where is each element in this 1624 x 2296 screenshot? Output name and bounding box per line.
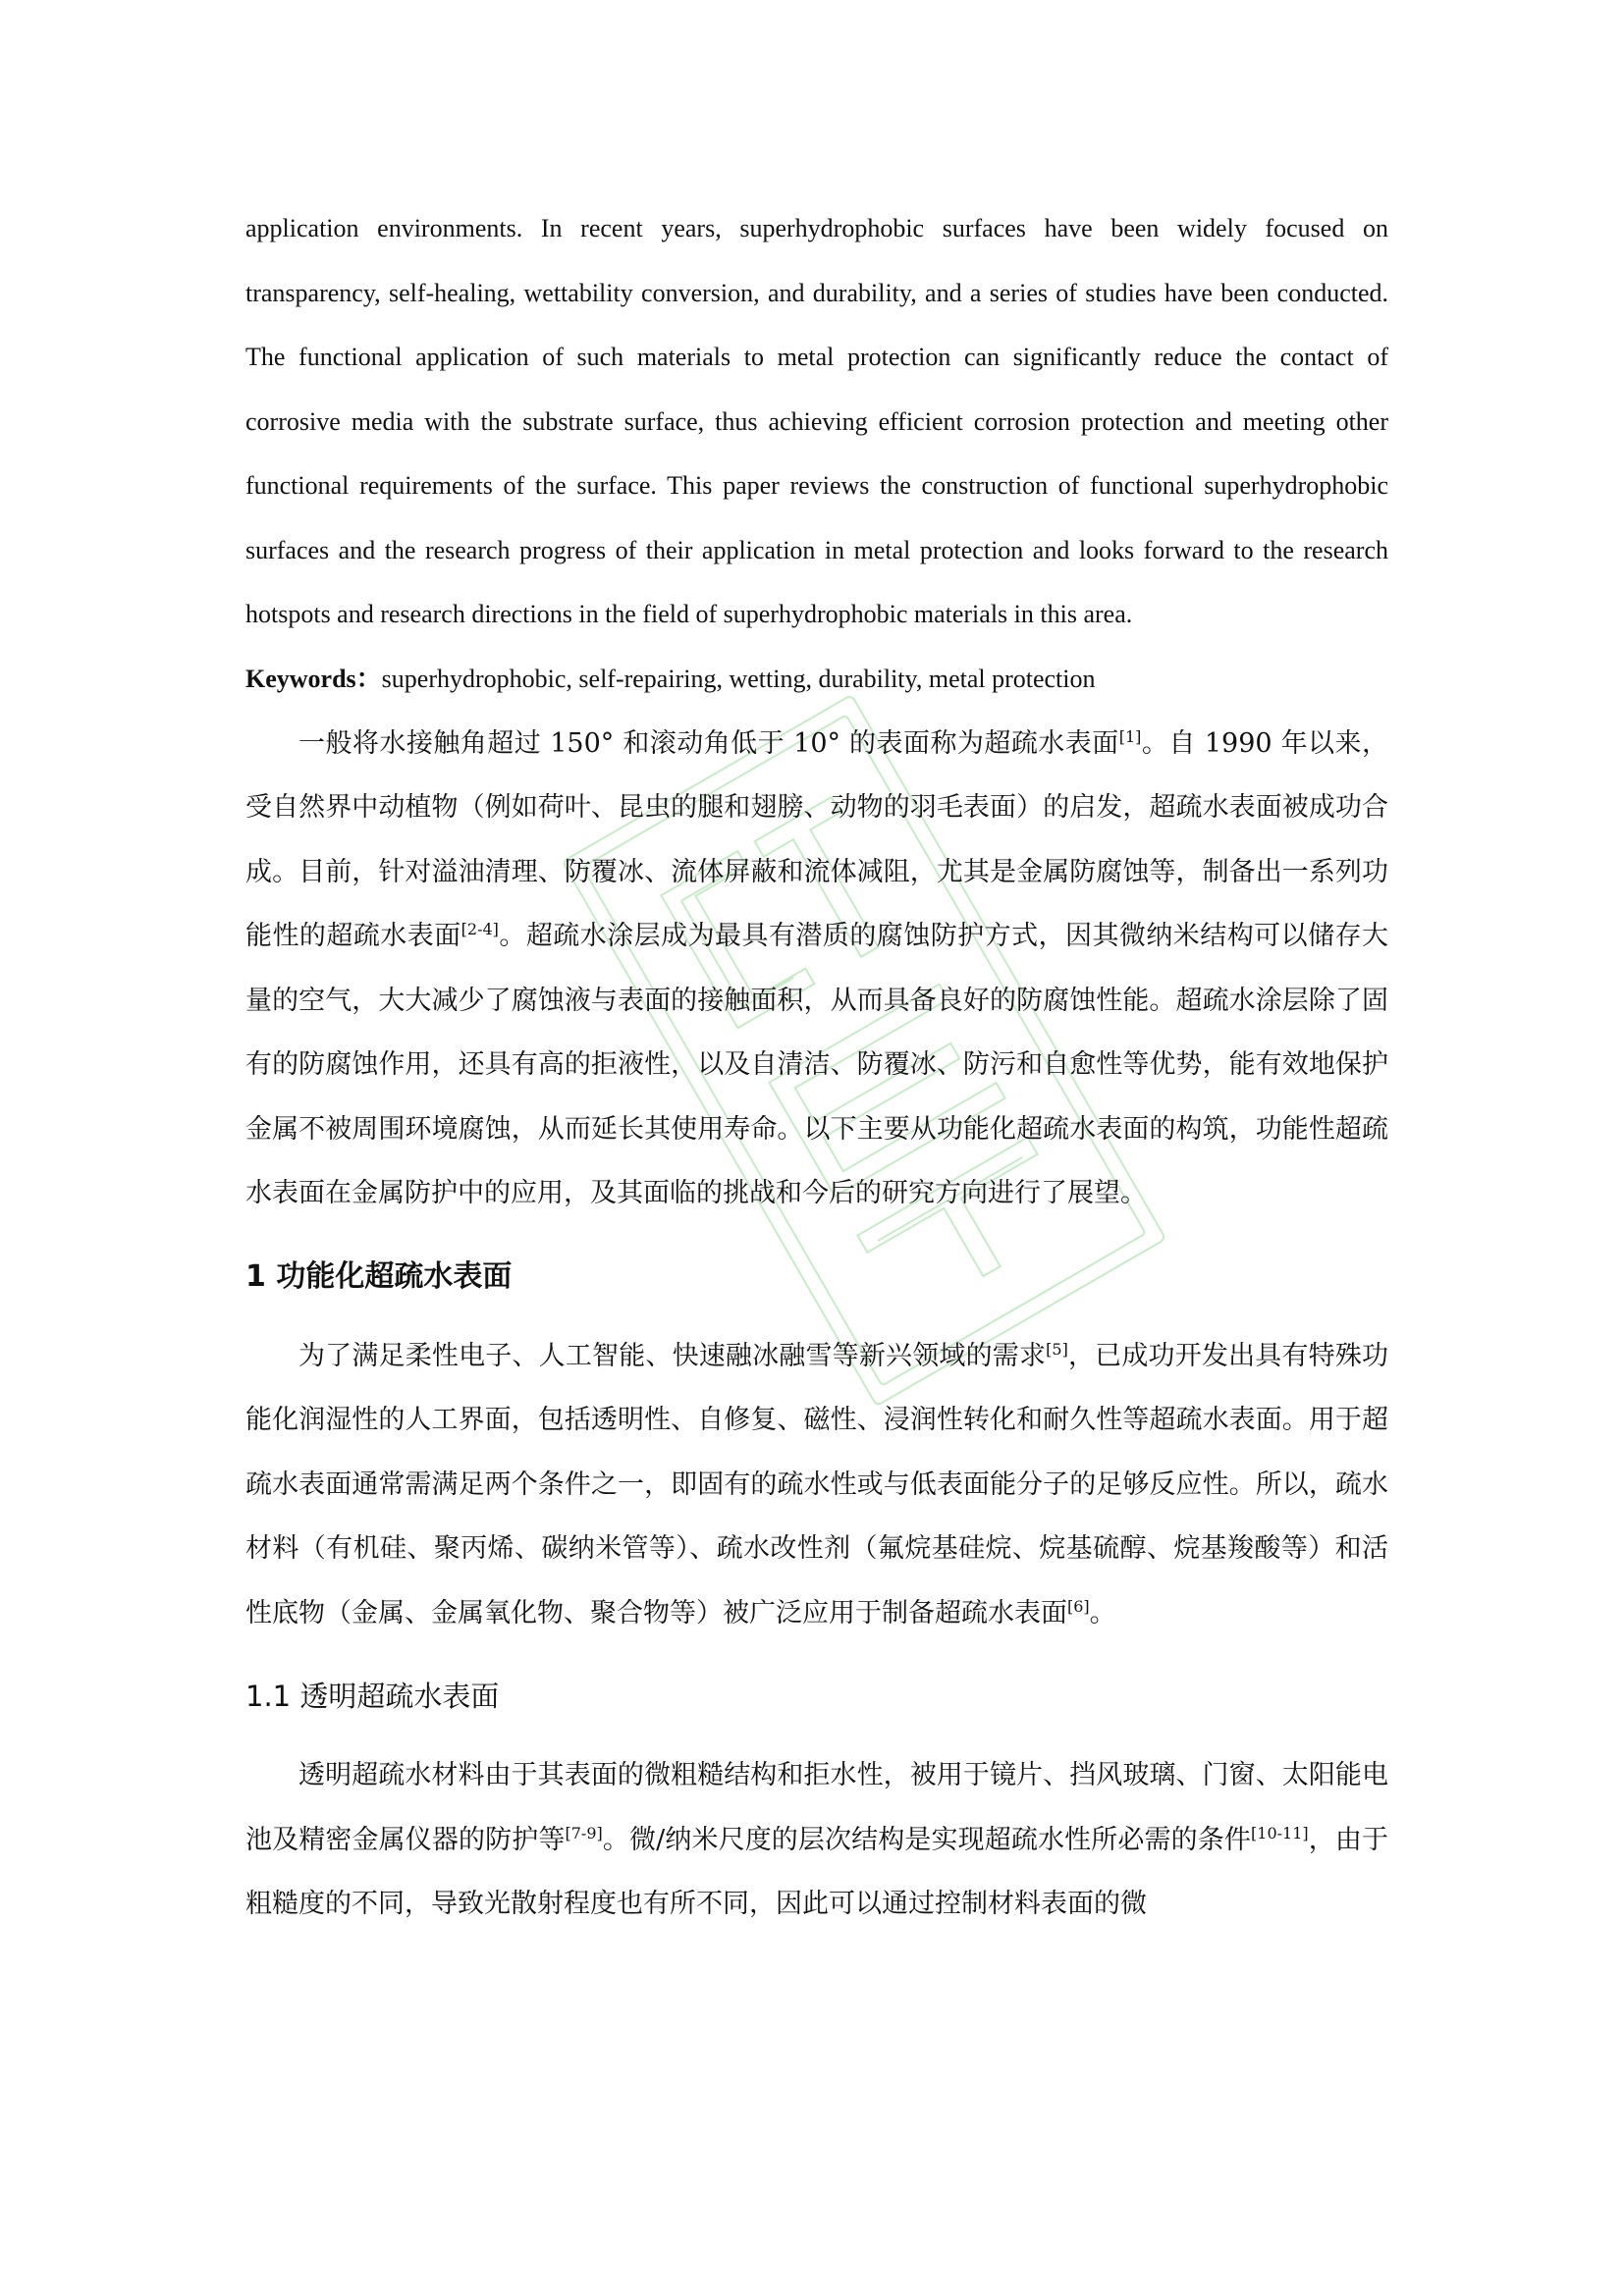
page-body bbox=[245, 196, 1388, 1937]
abstract-continuation: application environments. In recent years, superhydrophobic surfaces have been widely focused on transparency, self-healing, wettability conversion, and durability, and a series of studies have been conducted. The functional application of such materials to metal protection can significantly reduce the contact of corrosive media with the substrate surface, thus achieving efficient corrosion protection and meeting other functional requirements of the surface. This paper reviews the construction of functional superhydrophobic surfaces and the research progress of their application in metal protection and looks forward to the research hotspots and research directions in the field of superhydrophobic materials in this area. bbox=[245, 214, 1388, 628]
citation-5[interactable]: [5] bbox=[1046, 1339, 1068, 1359]
section-1-text-b: ，已成功开发出具有特殊功能化润湿性的人工界面，包括透明性、自修复、磁性、浸润性转化和耐久性等超疏水表面。用于超疏水表面通常需满足两个条件之一，即固有的疏水性或与低表面能分子的足够反应性。所以，疏水材料（有机硅、聚丙烯、碳纳米管等）、疏水改性剂（氟烷基硅烷、烷基硫醇、烷基羧酸等）和活性底物（金属、金属氧化物、聚合物等）被广泛应用于制备超疏水表面 bbox=[245, 1340, 1389, 1629]
section-1-1-text-b: 。微/纳米尺度的层次结构是实现超疏水性所必需的条件 bbox=[602, 1824, 1252, 1855]
keywords-text: superhydrophobic, self-repairing, wetting, durability, metal protection bbox=[381, 664, 1096, 693]
intro-text-b: 。自 1990 年以来，受自然界中动植物（例如荷叶、昆虫的腿和翅膀、动物的羽毛表面）的启发，超疏水表面被成功合成。目前，针对溢油清理、防覆冰、流体屏蔽和流体减阻，尤其是金属防腐蚀等，制备出一系列功能性的超疏水表面 bbox=[245, 727, 1388, 951]
section-1-text-c: 。 bbox=[1089, 1597, 1116, 1629]
intro-text-c: 。超疏水涂层成为最具有潜质的腐蚀防护方式，因其微纳米结构可以储存大量的空气，大大减少了腐蚀液与表面的接触面积，从而具备良好的防腐蚀性能。超疏水涂层除了固有的防腐蚀作用，还具有高的拒液性，以及自清洁、防覆冰、防污和自愈性等优势，能有效地保护金属不被周围环境腐蚀，从而延长其使用寿命。以下主要从功能化超疏水表面的构筑，功能性超疏水表面在金属防护中的应用，及其面临的挑战和今后的研究方向进行了展望。 bbox=[245, 921, 1389, 1208]
citation-6[interactable]: [6] bbox=[1067, 1596, 1090, 1616]
section-1-1-text-c: ，由于粗糙度的不同，导致光散射程度也有所不同，因此可以通过控制材料表面的微 bbox=[245, 1824, 1389, 1919]
section-1-1-paragraph bbox=[245, 1743, 1388, 1937]
keywords-line bbox=[245, 647, 1388, 712]
section-1-heading: 1 功能化超疏水表面 bbox=[245, 1258, 513, 1294]
section-1-paragraph bbox=[245, 1324, 1388, 1646]
intro-text-a: 一般将水接触角超过 150° 和滚动角低于 10° 的表面称为超疏水表面 bbox=[298, 727, 1119, 759]
section-1-1-heading: 1.1 透明超疏水表面 bbox=[245, 1680, 500, 1713]
citation-10-11[interactable]: [10-11] bbox=[1251, 1823, 1309, 1842]
section-1-1-text-a: 透明超疏水材料由于其表面的微粗糙结构和拒水性，被用于镜片、挡风玻璃、门窗、太阳能电池及精密金属仪器的防护等 bbox=[245, 1760, 1388, 1855]
keywords-label: Keywords： bbox=[245, 664, 382, 693]
citation-7-9[interactable]: [7-9] bbox=[565, 1823, 603, 1842]
citation-1[interactable]: [1] bbox=[1118, 726, 1142, 746]
citation-2-4[interactable]: [2-4] bbox=[460, 920, 499, 938]
intro-paragraph bbox=[245, 712, 1388, 1226]
section-1-text-a: 为了满足柔性电子、人工智能、快速融冰融雪等新兴领域的需求 bbox=[298, 1340, 1047, 1371]
